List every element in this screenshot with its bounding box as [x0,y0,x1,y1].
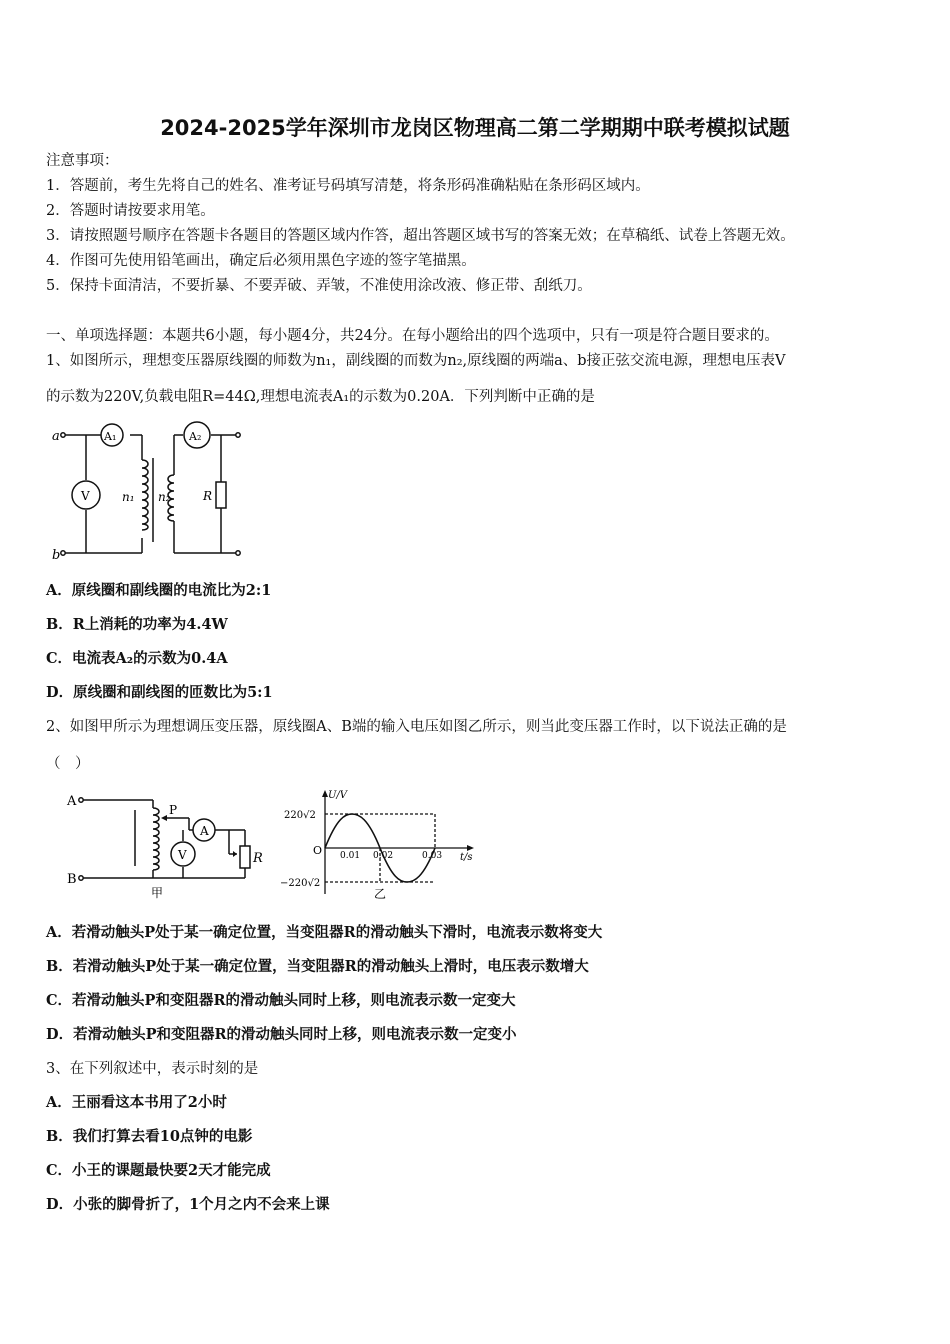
notice-item: 5．保持卡面清洁，不要折暴、不要弄破、弄皱，不准使用涂改液、修正带、刮纸刀。 [46,278,592,294]
option-b: B．R上消耗的功率为4.4W [46,616,228,633]
option-c: C．若滑动触头P和变阻器R的滑动触头同时上移，则电流表示数一定变大 [46,992,516,1009]
option-a: A．若滑动触头P处于某一确定位置，当变阻器R的滑动触头下滑时，电流表示数将变大 [46,924,603,941]
figure-yi-caption: 乙 [374,887,387,901]
y-axis-label: U/V [328,790,348,801]
ammeter-a2-label: A₂ [189,430,202,443]
option-b: B．若滑动触头P处于某一确定位置，当变阻器R的滑动触头上滑时，电压表示数增大 [46,958,589,975]
terminal-b-label: b [52,548,61,563]
option-a: A．原线圈和副线圈的电流比为2:1 [46,582,272,599]
terminal-a-label: a [52,429,60,444]
option-c: C．小王的课题最快要2天才能完成 [46,1162,271,1179]
voltmeter-label: V [178,848,187,862]
question-3-stem: 3、在下列叙述中，表示时刻的是 [46,1061,259,1077]
voltage-waveform-chart [280,786,480,902]
question-1-stem: 1、如图所示，理想变压器原线圈的师数为n₁，副线圈的而数为n₂,原线圈的两端a、b接正弦交流电源，理想电压表V [46,353,786,369]
terminal-B-label: B [67,872,77,887]
slider-p-label: P [169,803,178,817]
x-tick-label: 0.02 [373,851,394,861]
resistor-label: R [203,489,213,503]
voltmeter-label: V [81,489,90,503]
n2-label: n₂ [158,490,171,504]
x-axis-label: t/s [460,852,473,863]
question-2-stem: 2、如图甲所示为理想调压变压器，原线圈A、B端的输入电压如图乙所示，则当此变压器工作时，以下说法正确的是 [46,719,787,735]
notice-item: 3．请按照题号顺序在答题卡各题目的答题区域内作答，超出答题区域书写的答案无效；在草稿纸、试卷上答题无效。 [46,228,795,244]
y-tick-top: 220√2 [284,810,316,821]
notice-item: 4．作图可先使用铅笔画出，确定后必须用黑色字迹的签字笔描黑。 [46,253,476,269]
origin-label: O [313,844,323,857]
option-a: A．王丽看这本书用了2小时 [46,1094,227,1111]
terminal-A-label: A [67,794,77,809]
question-1-stem: 的示数为220V,负载电阻R=44Ω,理想电流表A₁的示数为0.20A．下列判断中正确的是 [46,389,595,405]
notice-item: 1．答题前，考生先将自己的姓名、准考证号码填写清楚，将条形码准确粘贴在条形码区域内。 [46,178,650,194]
option-d: D．若滑动触头P和变阻器R的滑动触头同时上移，则电流表示数一定变小 [46,1026,517,1043]
ammeter-a1-label: A₁ [104,430,117,443]
notice-heading: 注意事项： [46,153,119,169]
question-2-bracket: （ ） [46,756,90,772]
option-c: C．电流表A₂的示数为0.4A [46,650,228,667]
section-heading: 一、单项选择题：本题共6小题，每小题4分，共24分。在每小题给出的四个选项中，只有一项是符合题目要求的。 [46,328,779,344]
regulating-transformer-diagram [65,788,275,900]
rheostat-label: R [253,851,263,866]
option-d: D．小张的脚骨折了，1个月之内不会来上课 [46,1196,330,1213]
option-d: D．原线圈和副线图的匝数比为5:1 [46,684,273,701]
ammeter-label: A [200,824,209,838]
page-title: 2024-2025学年深圳市龙岗区物理高二第二学期期中联考模拟试题 [160,116,790,140]
notice-item: 2．答题时请按要求用笔。 [46,203,215,219]
y-tick-bottom: −220√2 [280,878,321,889]
x-tick-label: 0.01 [340,851,361,861]
x-tick-label: 0.03 [422,851,443,861]
n1-label: n₁ [122,490,135,504]
figure-jia-caption: 甲 [151,886,164,900]
option-b: B．我们打算去看10点钟的电影 [46,1128,253,1145]
transformer-circuit-diagram [50,420,250,565]
